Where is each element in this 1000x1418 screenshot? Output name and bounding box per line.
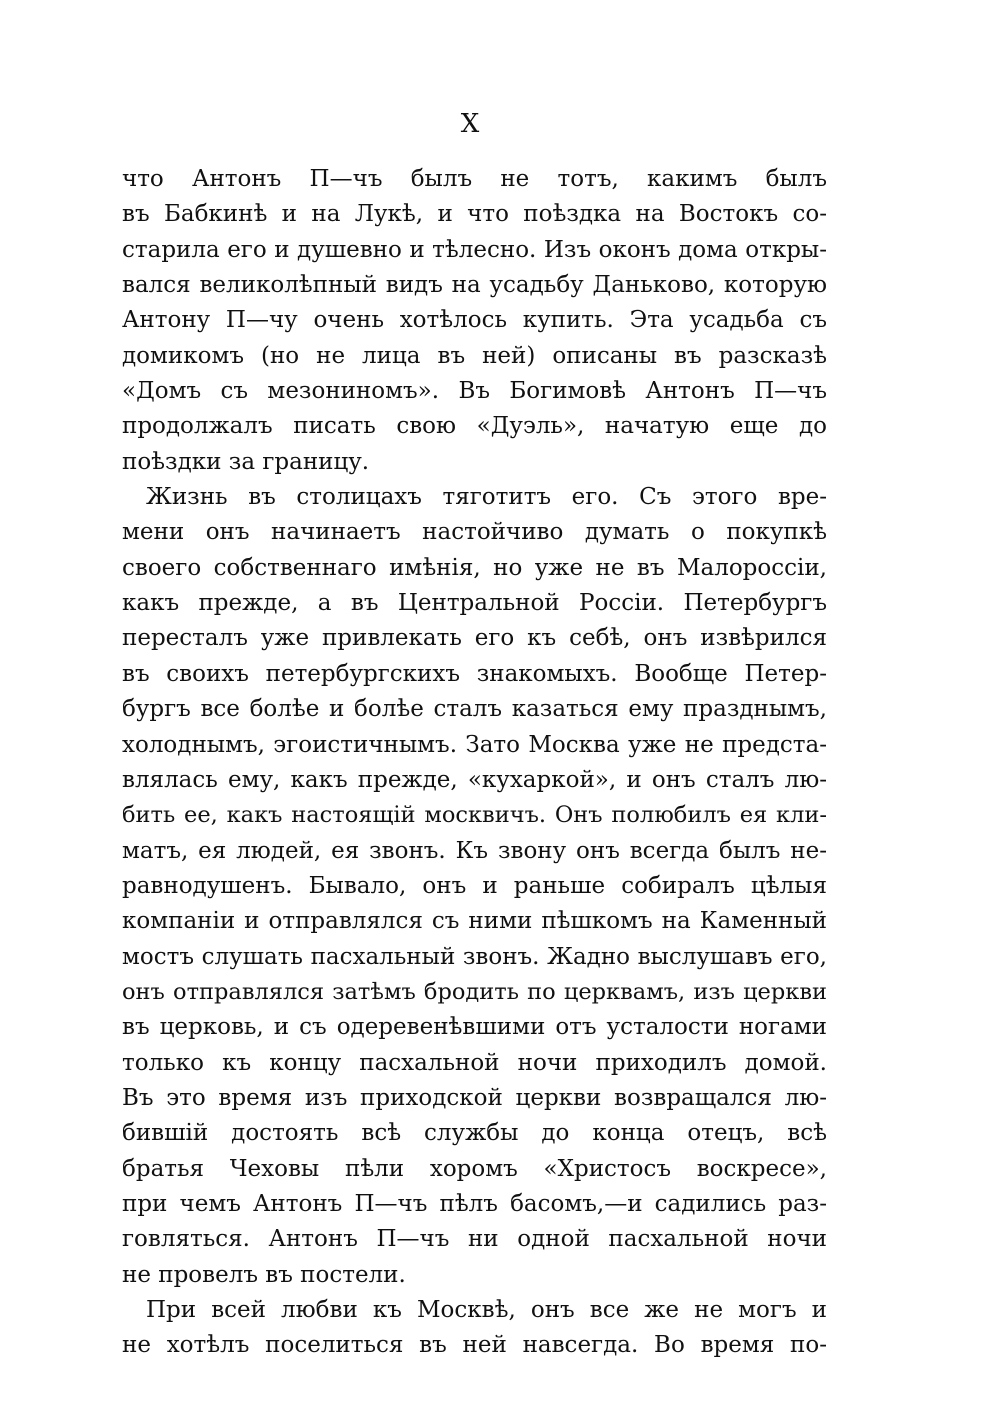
text-line: только къ концу пасхальной ночи приходилъ домой. — [122, 1049, 827, 1076]
text-line: Въ это время изъ приходской церкви возвращался лю- — [122, 1084, 827, 1111]
text-body — [122, 162, 827, 1364]
text-line: Жизнь въ столицахъ тяготитъ его. Съ этого вре- — [146, 484, 827, 511]
text-line: Антону П—чу очень хотѣлось купить. Эта усадьба съ — [122, 307, 827, 334]
text-line: бившій достоять всѣ службы до конца отецъ, всѣ — [122, 1120, 827, 1147]
text-line: поѣздки за границу. — [122, 448, 370, 475]
text-line: братья Чеховы пѣли хоромъ «Христосъ воскресе», — [122, 1155, 827, 1182]
text-line: при чемъ Антонъ П—чъ пѣлъ басомъ,—и садились раз- — [122, 1190, 827, 1217]
text-line: При всей любви къ Москвѣ, онъ все же не могъ и — [146, 1297, 827, 1323]
text-line: не провелъ въ постели. — [122, 1261, 406, 1288]
text-line: что Антонъ П—чъ былъ не тотъ, какимъ былъ — [122, 166, 827, 192]
page-number: X — [460, 109, 480, 139]
text-line: мостъ слушать пасхальный звонъ. Жадно выслушавъ его, — [122, 943, 827, 970]
text-line: въ своихъ петербургскихъ знакомыхъ. Вообще Петер- — [122, 660, 827, 687]
text-line: какъ прежде, а въ Центральной Россіи. Петербургъ — [122, 590, 827, 617]
text-line: старила его и душевно и тѣлесно. Изъ оконъ дома откры- — [122, 236, 827, 263]
text-line: равнодушенъ. Бывало, онъ и раньше собиралъ цѣлыя — [122, 872, 827, 899]
text-line: вался великолѣпный видъ на усадьбу Даньково, которую — [122, 272, 827, 299]
text-line: не хотѣлъ поселиться въ ней навсегда. Во время по- — [122, 1332, 827, 1359]
text-line: въ церковь, и съ одеревенѣвшими отъ усталости ногами — [122, 1014, 827, 1041]
text-line: продолжалъ писать свою «Дуэль», начатую еще до — [122, 413, 827, 440]
text-line: компаніи и отправлялся съ ними пѣшкомъ на Каменный — [122, 908, 827, 935]
text-line: говляться. Антонъ П—чъ ни одной пасхальной ночи — [122, 1226, 827, 1253]
text-line: матъ, ея людей, ея звонъ. Къ звону онъ всегда былъ не- — [122, 837, 827, 864]
text-line: пересталъ уже привлекать его къ себѣ, онъ извѣрился — [122, 625, 827, 652]
text-line: бургъ все болѣе и болѣе сталъ казаться ему празднымъ, — [122, 696, 827, 723]
text-line: своего собственнаго имѣнія, но уже не въ Малороссіи, — [122, 554, 827, 581]
text-line: «Домъ съ мезониномъ». Въ Богимовѣ Антонъ П—чъ — [122, 378, 827, 405]
text-line: влялась ему, какъ прежде, «кухаркой», и онъ сталъ лю- — [122, 766, 827, 793]
text-line: мени онъ начинаетъ настойчиво думать о покупкѣ — [122, 519, 827, 546]
text-line: бить ее, какъ настоящій москвичъ. Онъ полюбилъ ея кли- — [122, 802, 827, 829]
text-line: въ Бабкинѣ и на Лукѣ, и что поѣздка на Востокъ со- — [122, 201, 827, 228]
text-line: онъ отправлялся затѣмъ бродить по церквамъ, изъ церкви — [122, 978, 827, 1005]
text-line: домикомъ (но не лица въ ней) описаны въ разсказѣ — [122, 342, 827, 369]
text-line: холоднымъ, эгоистичнымъ. Зато Москва уже не предста- — [122, 731, 827, 758]
